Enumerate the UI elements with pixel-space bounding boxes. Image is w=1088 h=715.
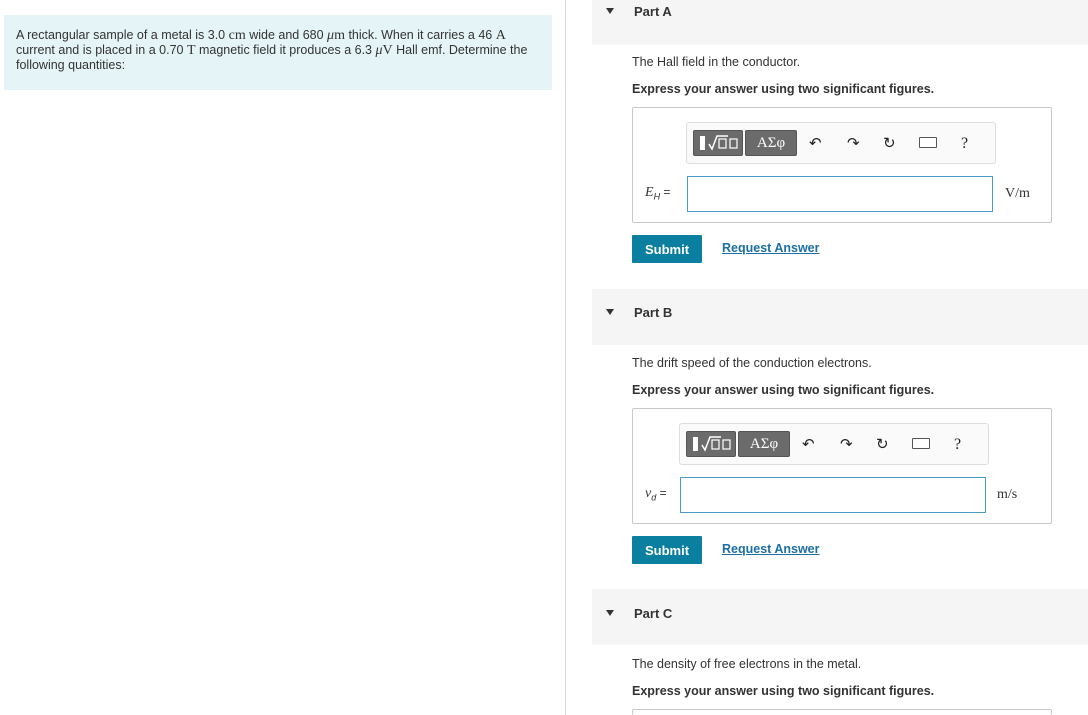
part-c-title: Part C (634, 606, 673, 621)
redo-icon[interactable]: ↷ (840, 436, 853, 453)
collapse-triangle-icon[interactable] (606, 8, 614, 14)
submit-button[interactable]: Submit (632, 536, 702, 564)
greek-symbols-button[interactable]: ΑΣφ (738, 431, 790, 457)
redo-icon[interactable]: ↷ (847, 135, 860, 152)
help-icon[interactable]: ? (954, 436, 962, 453)
part-a-answer-box (632, 107, 1052, 223)
part-c-instruction: Express your answer using two significant figures. (632, 684, 935, 698)
part-c-question: The density of free electrons in the metal. (632, 657, 862, 671)
undo-icon[interactable]: ↶ (802, 436, 815, 453)
submit-button[interactable]: Submit (632, 235, 702, 263)
fraction-sqrt-icon (687, 432, 735, 456)
unit-m: m (334, 28, 345, 43)
reset-icon[interactable]: ↻ (883, 135, 896, 152)
problem-statement: A rectangular sample of a metal is 3.0 cm wide and 680 μm thick. When it carries a 46 A current and is placed in a 0.70 T magnetic field it produces a 6.3 μV Hall emf. Determine the following quantities: (4, 15, 552, 90)
math-toolbar (686, 122, 996, 164)
column-divider (565, 0, 566, 715)
collapse-triangle-icon[interactable] (606, 309, 614, 315)
variable-label: $E_H$ = (645, 185, 671, 202)
unit-cm: cm (228, 28, 246, 43)
fraction-sqrt-icon (694, 131, 742, 155)
part-b-question: The drift speed of the conduction electrons. (632, 356, 872, 370)
unit-label: V/m (1005, 186, 1030, 201)
keyboard-icon[interactable] (919, 137, 937, 148)
undo-icon[interactable]: ↶ (809, 135, 822, 152)
part-a-title: Part A (634, 4, 672, 19)
part-a-instruction: Express your answer using two significant figures. (632, 82, 935, 96)
request-answer-link[interactable]: Request Answer (722, 542, 820, 556)
answer-input[interactable] (680, 477, 986, 513)
part-b-answer-box (632, 408, 1052, 524)
templates-button[interactable] (686, 431, 736, 457)
unit-V: V (382, 43, 393, 58)
variable-label: $v_d$ = (645, 486, 667, 503)
request-answer-link[interactable]: Request Answer (722, 241, 820, 255)
collapse-triangle-icon[interactable] (606, 610, 614, 616)
unit-mu: μ (327, 28, 335, 43)
greek-symbols-button[interactable]: ΑΣφ (745, 130, 797, 156)
help-icon[interactable]: ? (961, 135, 969, 152)
templates-button[interactable] (693, 130, 743, 156)
part-b-instruction: Express your answer using two significant figures. (632, 383, 935, 397)
answer-input[interactable] (687, 176, 993, 212)
part-b-title: Part B (634, 305, 673, 320)
math-toolbar (679, 423, 989, 465)
part-a-question: The Hall field in the conductor. (632, 55, 801, 69)
unit-T: T (186, 43, 196, 58)
unit-mu: μ (375, 43, 383, 58)
unit-label: m/s (997, 487, 1018, 502)
part-c-answer-box (632, 709, 1052, 715)
keyboard-icon[interactable] (912, 438, 930, 449)
unit-A: A (495, 28, 506, 43)
reset-icon[interactable]: ↻ (876, 436, 889, 453)
